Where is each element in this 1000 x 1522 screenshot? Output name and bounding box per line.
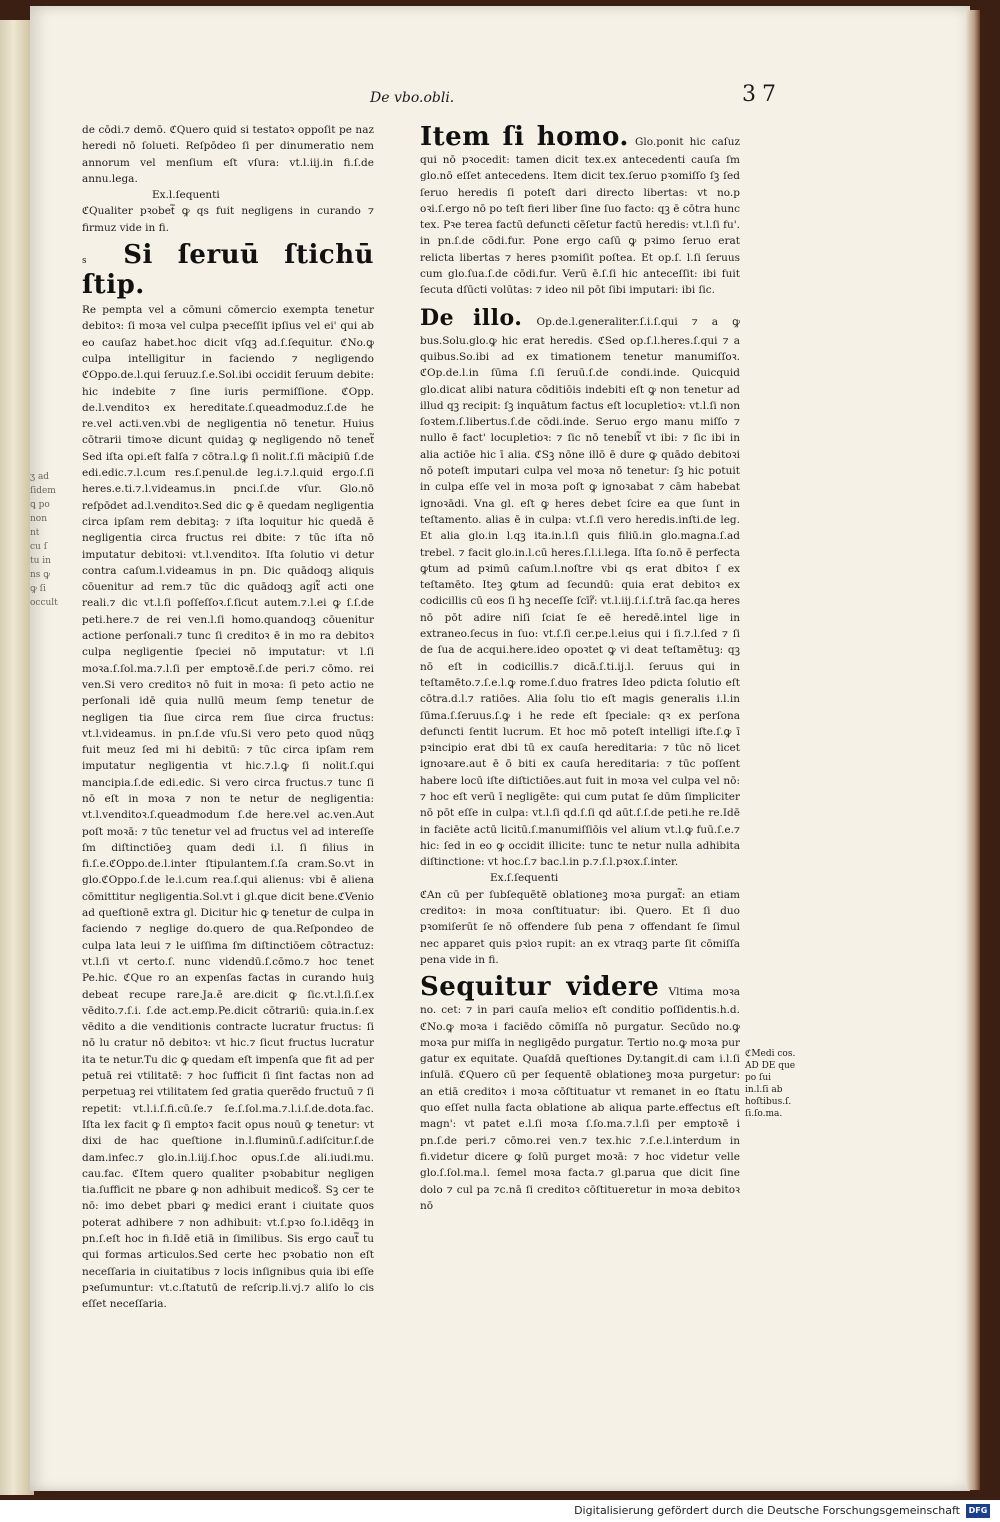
section-heading-item-si-homo: Item ſi homo. bbox=[420, 122, 629, 152]
left-opening-paragraph: de cōdi.⁊ demō. ℭQuero quid si testatoꝛ oppoſit pe naz heredi nō ſolueti. Reſpōdeo ſi per dinumeratio nem annorum vel menſium eſt vſura: vt.l.iij.in fi.ſ.de annu.lega. bbox=[82, 124, 374, 185]
section-heading-de-illo: De illo. bbox=[420, 304, 523, 331]
section-heading-sequitur-videre: Sequitur videre bbox=[420, 972, 660, 1003]
footer-bar bbox=[0, 1500, 1000, 1522]
right-paragraph-4: Vltima moꝛa no. cet: ⁊ in pari cauſa melioꝛ eſt conditio poſſidentis.h.d. ℭNo.ꝙ moꝛa i faciēdo cōmiſſa nō purgatur. Secūdo no.ꝙ moꝛa pur miſſa in negligēdo purgatur. Tertio no.ꝙ moꝛa pur gatur ex equitate. Quaſdā queſtiones Dy.tangit.di cam i.l.ſi inſulā. ℭQuero cū per ſequentē oblationeꝫ moꝛa purgetur: an etiā creditoꝛ i moꝛa cōſtituatur vt remanet in eo ſtatu quo eſſet nulla facta oblatione ab aliqua parte.effectus eſt magn': vt patet e.l.ſi moꝛa ſ.ſo.ma.⁊.l.ſi per emptoꝛē i pn.ſ.de peri.⁊ cōmo.rei ven.⁊ tex.hic ⁊.ſ.e.l.interdum in fi.videtur dicere ꝙ ſolū purget moꝛā: ⁊ hoc videtur velle glo.ſ.ſol.ma.l. ſemel moꝛa facta.⁊ gl.parua que dicit ſine dolo ⁊ cul pa ⁊c.nā ſi creditoꝛ cōſtitueretur in moꝛa debitoꝛ nō bbox=[420, 986, 740, 1212]
left-column bbox=[82, 122, 374, 1312]
previous-page-margin-text: ʒ ad ſidem ꝗ po non nt cu ſ tu in ns ꝙ ꝙ ſi occult bbox=[30, 472, 58, 608]
footer-credit: Digitalisierung gefördert durch die Deutsche Forschungsgemeinschaft bbox=[574, 1504, 960, 1517]
left-body-text: Re pempta vel a cōmuni cōmercio exempta tenetur debitoꝛ: ſi moꝛa vel culpa pꝛeceſſit ipſius vel ei' qui ab eo cauſaz habet.hoc dicit vſqꝫ ad.ſ.ſequitur. ℭNo.ꝙ culpa intelligitur in faciendo ⁊ negligendo ℭOppo.de.l.qui ſeruuz.ſ.e.Sol.ibi occidit ſeruum debite: hic indebite ⁊ ſine iuris permiſſione. ℭOpp. de.l.venditoꝛ ex hereditate.ſ.queadmoduz.ſ.de he re.vel acti.ven.vbi de negligentia nō tenetur. Huius cōtrarii timoꝛe dicunt quidaꝫ ꝙ negligendo nō tenet᷑ Sed iſta opi.eſt falſa ⁊ cōtra.l.ꝙ ſi nolit.ſ.ſi mācipiū ſ.de edi.edic.⁊.l.cum res.ſ.penul.de leg.i.⁊.l.quid ergo.ſ.ſi heres.e.ti.⁊.l.videamus.in pnci.ſ.de vſur. Glo.nō reſpōdet ad.l.venditoꝛ.Sed dic ꝙ ē quedam negligentia circa ipſam rem debitaꝫ: ⁊ iſta loquitur hic quedā ē negligentia circa fructus rei dbite: ⁊ tūc iſta nō imputatur debitoꝛi: vt.l.venditoꝛ. Iſta ſolutio vi detur contra caſum.l.videamus in pn. Dic quādoqꝫ aliquis cōuenitur ad rem.⁊ tūc dic quādoqꝫ agit᷑ acti one reali.⁊ dic vt.l.ſi poſſeſſoꝛ.ſ.ſicut autem.⁊.l.ei ꝙ ſ.ſ.de peti.here.⁊ de rei ven.l.ſi homo.quandoqꝫ cōuenitur actione perſonali.⁊ tunc ſi creditoꝛ ē in mo ra debitoꝛ culpa negligentie ſpeciei nō imputatur: vt l.ſi moꝛa.ſ.ſol.ma.⁊.l.ſi per emptoꝛē.ſ.de peri.⁊ cōmo. rei ven.Si vero creditoꝛ nō fuit in moꝛa: ſi peto actio ne perſonali idē quia nullū meum ſemp tenetur de negligen tia ſiue circa rem ſiue circa fructus: vt.l.videamus. in pn.ſ.de vſu.Si vero peto quod nūqꝫ fuit meuz ſed mi hi debitū: ⁊ tūc circa ipſam rem imputatur negligentia vt hic.⁊.l.ꝙ ſi nolit.ſ.qui mancipia.ſ.de edi.edic. Si vero circa fructus.⁊ tunc ſi nō eſt in moꝛa ⁊ non te netur de negligentia: vt.l.venditoꝛ.ſ.queadmodum ſ.de here.vel ac.ven.Aut poſt moꝛā: ⁊ tūc tenetur vel ad fructus vel ad intereſſe ſm diſtinctiōeꝫ quam dedi i.l. ſi filius in fi.ſ.e.ℭOppo.de.l.inter ſtipulantem.ſ.ſa cram.So.vt in glo.ℭOppo.ſ.de le.i.cum rea.ſ.qui alienus: vbi ē aliena cōmittitur negligentia.Sol.vt i gl.que dicit bene.ℭVenio ad queſtionē extra gl. Dicitur hic ꝙ tenetur de culpa in faciendo ⁊ neglige do.quero de qua.Reſpondeo de culpa lata leui ⁊ le uiſſima ſm diſtinctiōem cōtractuz: vt.l.ſi vt certo.ſ. nunc videndū.ſ.cōmo.⁊ hoc tenet Pe.hic. ℭQue ro an expenſas factas in curando huiꝫ debeat recupe rare.Ja.ē are.dicit ꝙ ſic.vt.l.ſi.ſ.ex vēdito.⁊.ſ.i. ſ.de act.emp.Pe.dicit cōtrariū: quia.in.ſ.ex vēdito a die venditionis contracte lucratur fructus: ſi nō lu cratur nō debitoꝛ: vt hic.⁊ ſicut fructus lucratur ita te netur.Tu dic ꝙ quedam eſt impenſa que fit ad per petuā rei vtilitatē: ⁊ hoc ſufficit ſi ſint factas non ad perpetuaꝫ rei vtilitatem ſed gratia querēdo fructuū ⁊ ſi repetit: vt.l.i.ſ.fi.cū.ſe.⁊ ſe.ſ.ſol.ma.⁊.l.i.ſ.de.dota.fac. Iſta lex facit ꝙ ſi emptoꝛ facit opus nouū ꝙ tenetur: vt dixi de hac queſtione in.l.fluminū.ſ.adiſcitur.ſ.de dam.infec.⁊ glo.in.l.iij.ſ.hoc opus.ſ.de ali.iudi.mu. cau.fac. ℭItem quero qualiter pꝛobabitur negligen tia.ſufficit ne pbare ꝙ non adhibuit medicos᷑. Sꝫ cer te nō: imo debet pbari ꝙ medici erant i ciuitate quos poterat adhibere ⁊ non adhibuit: vt.ſ.pꝛo ſo.l.idēqꝫ in pn.ſ.eſt hoc in fi.Idē etiā in ſimilibus. Sis ergo caut᷑ tu qui formas articulos.Sed certe hec pꝛobatio non eſt neceſſaria in ciuitatibus ⁊ locis inſignibus quia ibi eſſe pꝛeſumuntur: vt.c.ſtatutū de reſcrip.li.vj.⁊ aliſo lo cis eſſet neceſſaria. bbox=[82, 304, 374, 1311]
dfg-logo-icon: DFG bbox=[966, 1504, 990, 1518]
page-number: 37 bbox=[742, 82, 782, 107]
left-page-edge bbox=[0, 20, 34, 1495]
right-reference-line: Ex.ſ.ſequenti bbox=[490, 872, 559, 885]
right-section-3 bbox=[420, 972, 740, 1214]
left-heading-line bbox=[82, 240, 374, 300]
left-reference-line: Ex.l.ſequenti bbox=[152, 189, 220, 202]
right-paragraph-1: Glo.ponit hic caſuz qui nō pꝛocedit: tamen dicit tex.ex antecedenti cauſa ſm glo.nō eſſet antecedens. Item dicit tex.ſeruo pꝛomiſſo ſꝫ ſed ſeruo heredis ſi poteſt dari directo libertas: vt no.p oꝛi.ſ.ergo nō po teſt fieri liber ſine ſuo facto: qꝫ ē cōtra hunc tex. Pꝛe terea factū defuncti cēſetur factū heredis: vt.l.ſi fu'. in pn.ſ.de cōdi.fur. Pone ergo caſū ꝙ pꝛimo ſeruo erat relicta libertas ⁊ heres pꝛomiſit poſtea. Et op.ſ. l.ſi ſeruus cum glo.ſua.ſ.de cōdi.fur. Verū ē.ſ.ſi hic anteceſſit: ibi fuit ſecuta dſūcti volūtas: ⁊ ideo nil pōt ſibi imputari: ibi ſic. bbox=[420, 136, 740, 297]
running-head: De vbo.obli. bbox=[370, 90, 455, 106]
heading-marker: s bbox=[82, 256, 87, 267]
right-section-2 bbox=[420, 303, 740, 871]
right-section-1 bbox=[420, 122, 740, 299]
section-heading-si-servum: Si ſeruū ſtichū ſtip. bbox=[82, 240, 374, 301]
right-column bbox=[420, 122, 740, 1214]
marginal-note: ℭMedi cos. AD DE que po ſui in.l.ſi ab hoſtibus.ſ. ſi.ſo.ma. bbox=[745, 1049, 796, 1119]
left-paragraph-2: ℭQualiter pꝛobet᷑ ꝙ qs fuit negligens in curando ⁊ firmuz vide in fi. bbox=[82, 205, 374, 234]
right-paragraph-3: ℭAn cū per ſubſequētē oblationeꝫ moꝛa purgat᷑: an etiam creditoꝛ: in moꝛa conſtituatur: ibi. Quero. Et ſi duo pꝛomiſerūt ſe nō offendere ſub pena ⁊ offendant ſe ſimul nec apparet quis pꝛioꝛ rupit: an ex vtraqꝫ parte ſit cōmiſſa pena vide in fi. bbox=[420, 888, 740, 966]
right-page-edge bbox=[966, 10, 980, 1490]
right-paragraph-2: Op.de.l.generaliter.ſ.i.ſ.qui ⁊ a ꝙ bus.Solu.glo.ꝙ hic erat heredis. ℭSed op.ſ.l.heres.ſ.qui ⁊ a quibus.So.ibi ad ex timationem tenetur manumiſſoꝛ. ℭOp.de.l.in ſūma ſ.ſi ſeruū.ſ.de condi.inde. Quicquid glo.dicat alibi natura cōditiōis indebiti eſt ꝙ non tenetur ad illud qꝫ recipit: ſꝫ inquātum factus eſt locupletioꝛ: vt.l.ſi non ſoꝛtem.ſ.libertus.ſ.de cōdi.inde. Seruo ergo manu miſſo ⁊ nullo ē fact' locupletioꝛ: ⁊ ſic nō tenebit᷑ vt ibi: ⁊ ſic ibi in alia actiōe hic ī alia. ℭSꝫ nōne illō ē dure ꝙ quādo debitoꝛi nō poteſt imputari culpa vel moꝛa nō tenetur: ſꝫ hic potuit in culpa eſſe vel in moꝛa poſt ꝙ ignoꝛabat ⁊ cām habebat ignoꝛādi. Vna gl. eſt ꝙ heres debet ſcire ea que ſunt in teſtamento. alias ē in culpa: vt.ſ.ſi vero heredis.inſti.de leg. Et alia glo.in l.qꝫ ita.in.l.ſi quis filiū.in glo.magna.ſ.ad trebel. ⁊ facit glo.in.l.cū heres.ſ.l.i.lega. Iſta ſo.nō ē perfecta ꝙtum ad pꝛimū caſum.l.noſtre vbi qs erat dbitoꝛ ſ ex teſtamēto. Iteꝫ ꝙtum ad ſecundū: quia erat debitoꝛ ex codicillis cū eos ſi hꝫ neceſſe ſcīr᷑: vt.l.iij.ſ.i.ſ.trā ſac.qa heres nō pōt adire niſi ſciat ſe eē heredē.intel lige in extraneo.ſecus in ſuo: vt.ſ.ſi cer.pe.l.eius qui i ſi.⁊.l.ſed ⁊ ſi de ſua de acqui.here.ideo opoꝛtet ꝙ vi deat teſtamētuꝫ: qꝫ nō eſt in codicillis.⁊ dicā.ſ.ti.ij.l. ſeruus qui in teſtamēto.⁊.ſ.e.l.ꝙ rome.ſ.duo fratres Ideo pdicta ſolutio eſt cōtra.d.l.⁊ ratiōes. Alia ſolu tio eſt magis generalis i.l.in ſūma.ſ.ſeruus.ſ.ꝙ i he rede eſt ſpeciale: qꝛ ex perſona defuncti ſentit lucrum. Et hoc mō poteſt intelligi iſte.ſ.ꝙ ī pꝛincipio erat dbi tū ex cauſa hereditaria: ⁊ tūc nō licet ignoꝛare.aut ē ō biti ex cauſa hereditaria: ⁊ tūc poſſent habere locū iſte diſtictiōes.aut fuit in moꝛa vel culpa vel nō: ⁊ hoc eſt verū ī negligēte: qui cum putat ſe dūm ſimpliciter nō pōt eſſe in culpa: vt.l.ſi qd.ſ.ſi qd aūt.ſ.ſ.de peti.he re.Idē in faciēte actū licitū.ſ.manumiſſiōis vel alium vt.l.ꝙ fuū.ſ.e.⁊ hic: ſed in eo ꝙ occidit illicite: tunc te netur nulla adhibita diſtinctione: vt hoc.ſ.⁊ bac.l.in p.⁊.ſ.l.pꝛox.ſ.inter. bbox=[420, 315, 740, 869]
